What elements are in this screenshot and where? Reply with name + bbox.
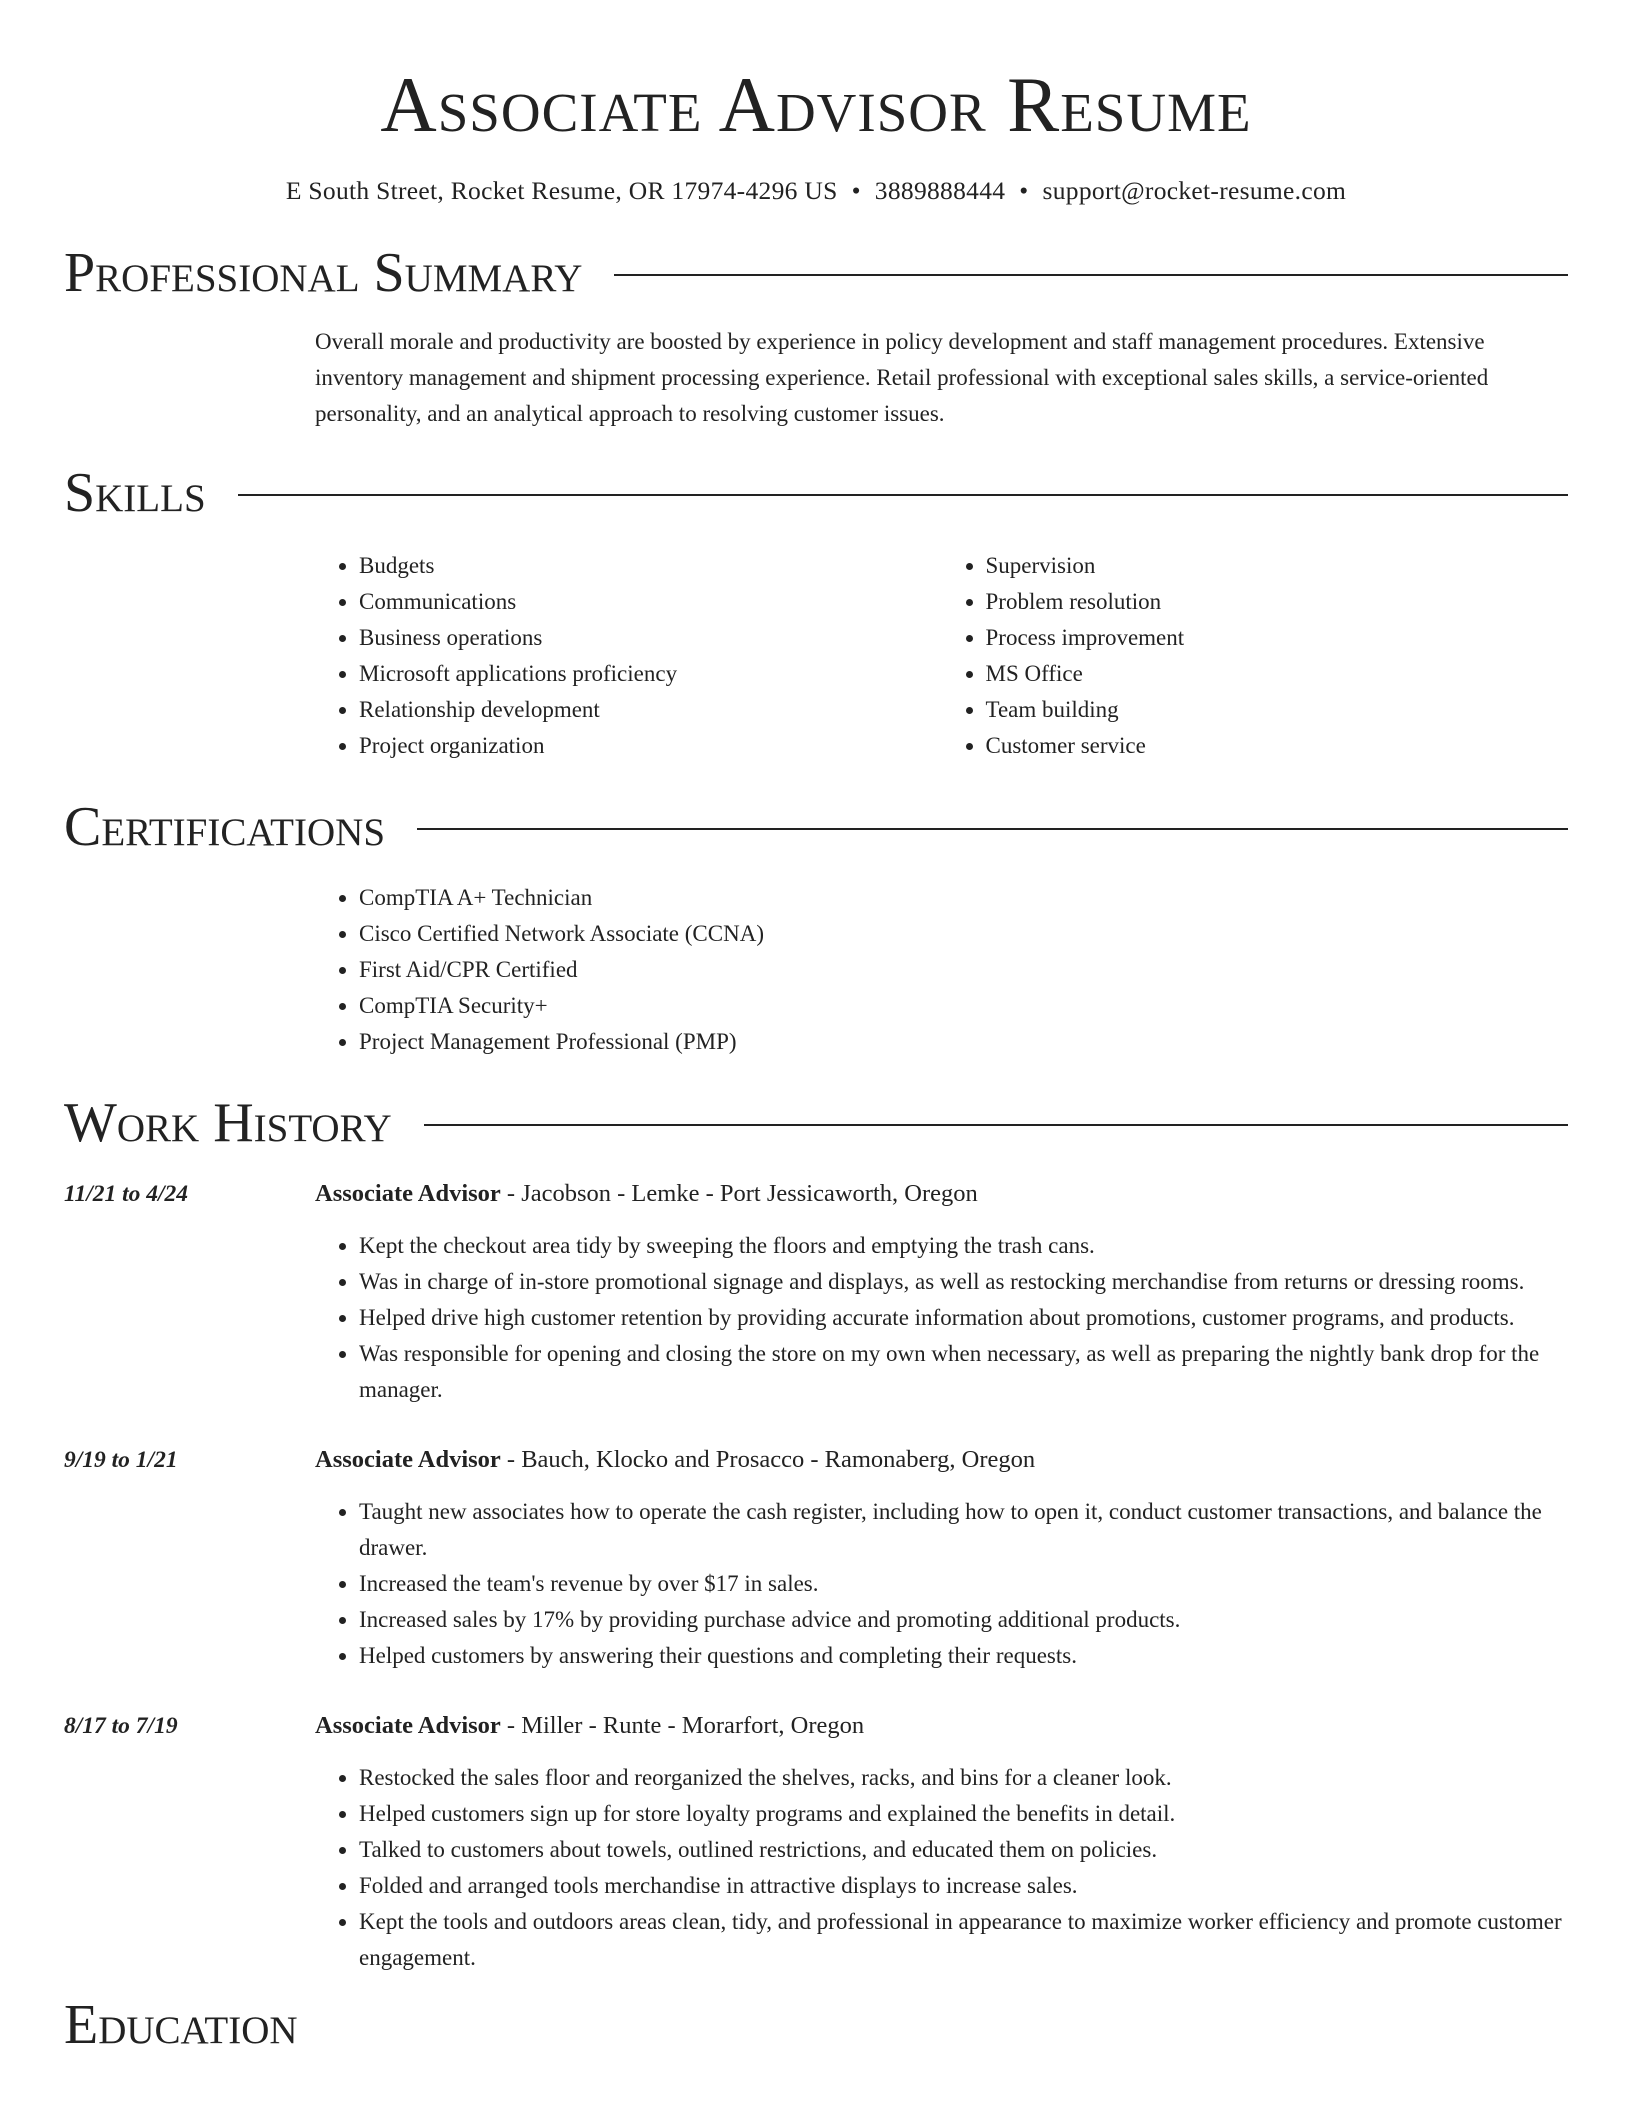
list-item: • Helped drive high customer retention by providing accurate information about promotions, customer programs, and products. [359, 1300, 1568, 1336]
job-main [315, 1442, 1568, 1674]
job-employer: - Miller - Runte - Morarfort, Oregon [500, 1712, 865, 1739]
section-divider [238, 494, 1568, 496]
list-item: • Taught new associates how to operate the cash register, including how to open it, conduct customer transactions, and balance the drawer. [359, 1494, 1568, 1566]
job-main [315, 1708, 1568, 1976]
list-item: • Supervision [986, 548, 1569, 584]
job-role: Associate Advisor [315, 1180, 501, 1207]
list-item: • Team building [986, 692, 1569, 728]
job-employer: - Bauch, Klocko and Prosacco - Ramonaberg, Oregon [500, 1446, 1036, 1473]
list-item: • Kept the tools and outdoors areas clean, tidy, and professional in appearance to maximize worker efficiency and promote customer engagement. [359, 1904, 1568, 1976]
skills-section [64, 458, 1568, 764]
section-divider [417, 828, 1568, 830]
section-divider [614, 274, 1568, 276]
skills-list [315, 548, 1568, 764]
job-title-line [315, 1442, 1568, 1478]
job-title-line [315, 1708, 1568, 1744]
job-dates: 11/21 to 4/24 [64, 1181, 189, 1207]
job-entry [64, 1176, 1568, 1408]
list-item: • CompTIA Security+ [359, 988, 1568, 1024]
contact-address: E South Street, Rocket Resume, OR 17974-4296 US [285, 176, 838, 205]
summary-body [315, 324, 1568, 432]
job-bullets [315, 1228, 1568, 1408]
job-employer: - Jacobson - Lemke - Port Jessicaworth, Oregon [500, 1180, 978, 1207]
list-item: • Cisco Certified Network Associate (CCNA) [359, 916, 1568, 952]
page-title: Associate Advisor Resume [380, 61, 1252, 148]
list-item: • Problem resolution [986, 584, 1569, 620]
resume-page [64, 0, 1568, 2060]
list-item: • Helped customers by answering their questions and completing their requests. [359, 1638, 1568, 1674]
list-item: • Talked to customers about towels, outlined restrictions, and educated them on policies. [359, 1832, 1568, 1868]
list-item: • Kept the checkout area tidy by sweeping the floors and emptying the trash cans. [359, 1228, 1568, 1264]
list-item: • Microsoft applications proficiency [359, 656, 942, 692]
list-item: • Helped customers sign up for store loyalty programs and explained the benefits in detail. [359, 1796, 1568, 1832]
contact-line [64, 174, 1568, 208]
list-item: • Folded and arranged tools merchandise in attractive displays to increase sales. [359, 1868, 1568, 1904]
certifications-list [315, 880, 1568, 1060]
contact-separator: • [1019, 176, 1029, 205]
job-bullets [315, 1494, 1568, 1674]
job-bullets [315, 1760, 1568, 1976]
job-dates: 8/17 to 7/19 [64, 1713, 178, 1739]
list-item: • CompTIA A+ Technician [359, 880, 1568, 916]
list-item: • Was responsible for opening and closing the store on my own when necessary, as well as preparing the nightly bank drop for the manager. [359, 1336, 1568, 1408]
list-item: • Increased the team's revenue by over $17 in sales. [359, 1566, 1568, 1602]
job-main [315, 1176, 1568, 1408]
work-history-header [64, 1088, 1568, 1158]
job-entry [64, 1442, 1568, 1674]
list-item: • Customer service [986, 728, 1569, 764]
education-section [64, 1990, 1568, 2060]
section-divider [424, 1124, 1568, 1126]
contact-email: support@rocket-resume.com [1042, 176, 1347, 205]
list-item: • Project Management Professional (PMP) [359, 1024, 1568, 1060]
summary-title: Professional Summary [64, 242, 583, 304]
skills-column-right [942, 548, 1569, 764]
skills-header [64, 458, 1568, 528]
job-role: Associate Advisor [315, 1446, 501, 1473]
list-item: • Project organization [359, 728, 942, 764]
list-item: • Budgets [359, 548, 942, 584]
work-history-section [64, 1088, 1568, 1976]
contact-phone: 3889888444 [874, 176, 1006, 205]
list-item: • Process improvement [986, 620, 1569, 656]
job-entry [64, 1708, 1568, 1976]
job-dates: 9/19 to 1/21 [64, 1447, 178, 1473]
list-item: • First Aid/CPR Certified [359, 952, 1568, 988]
summary-header [64, 238, 1568, 308]
list-item: • Was in charge of in-store promotional signage and displays, as well as restocking merchandise from returns or dressing rooms. [359, 1264, 1568, 1300]
list-item: • Business operations [359, 620, 942, 656]
job-title-line [315, 1176, 1568, 1212]
list-item: • Increased sales by 17% by providing purchase advice and promoting additional products. [359, 1602, 1568, 1638]
job-role: Associate Advisor [315, 1712, 501, 1739]
certifications-header [64, 792, 1568, 862]
list-item: • MS Office [986, 656, 1569, 692]
certifications-section [64, 792, 1568, 1060]
list-item: • Relationship development [359, 692, 942, 728]
skills-title: Skills [64, 462, 206, 524]
summary-section [64, 238, 1568, 432]
contact-separator: • [851, 176, 861, 205]
skills-column-left [315, 548, 942, 764]
certifications-title: Certifications [64, 796, 386, 858]
certifications-bullets [315, 880, 1568, 1060]
list-item: • Restocked the sales floor and reorganized the shelves, racks, and bins for a cleaner look. [359, 1760, 1568, 1796]
list-item: • Communications [359, 584, 942, 620]
work-history-title: Work History [64, 1092, 392, 1154]
education-header [64, 1990, 1568, 2060]
summary-text: Overall morale and productivity are boosted by experience in policy development and staff management procedures. Extensive inventory management and shipment processing experience. Retail professional with exceptional sales skills, a service-oriented personality, and an analytical approach to resolving customer issues. [315, 329, 1489, 426]
education-title: Education [64, 1994, 298, 2056]
